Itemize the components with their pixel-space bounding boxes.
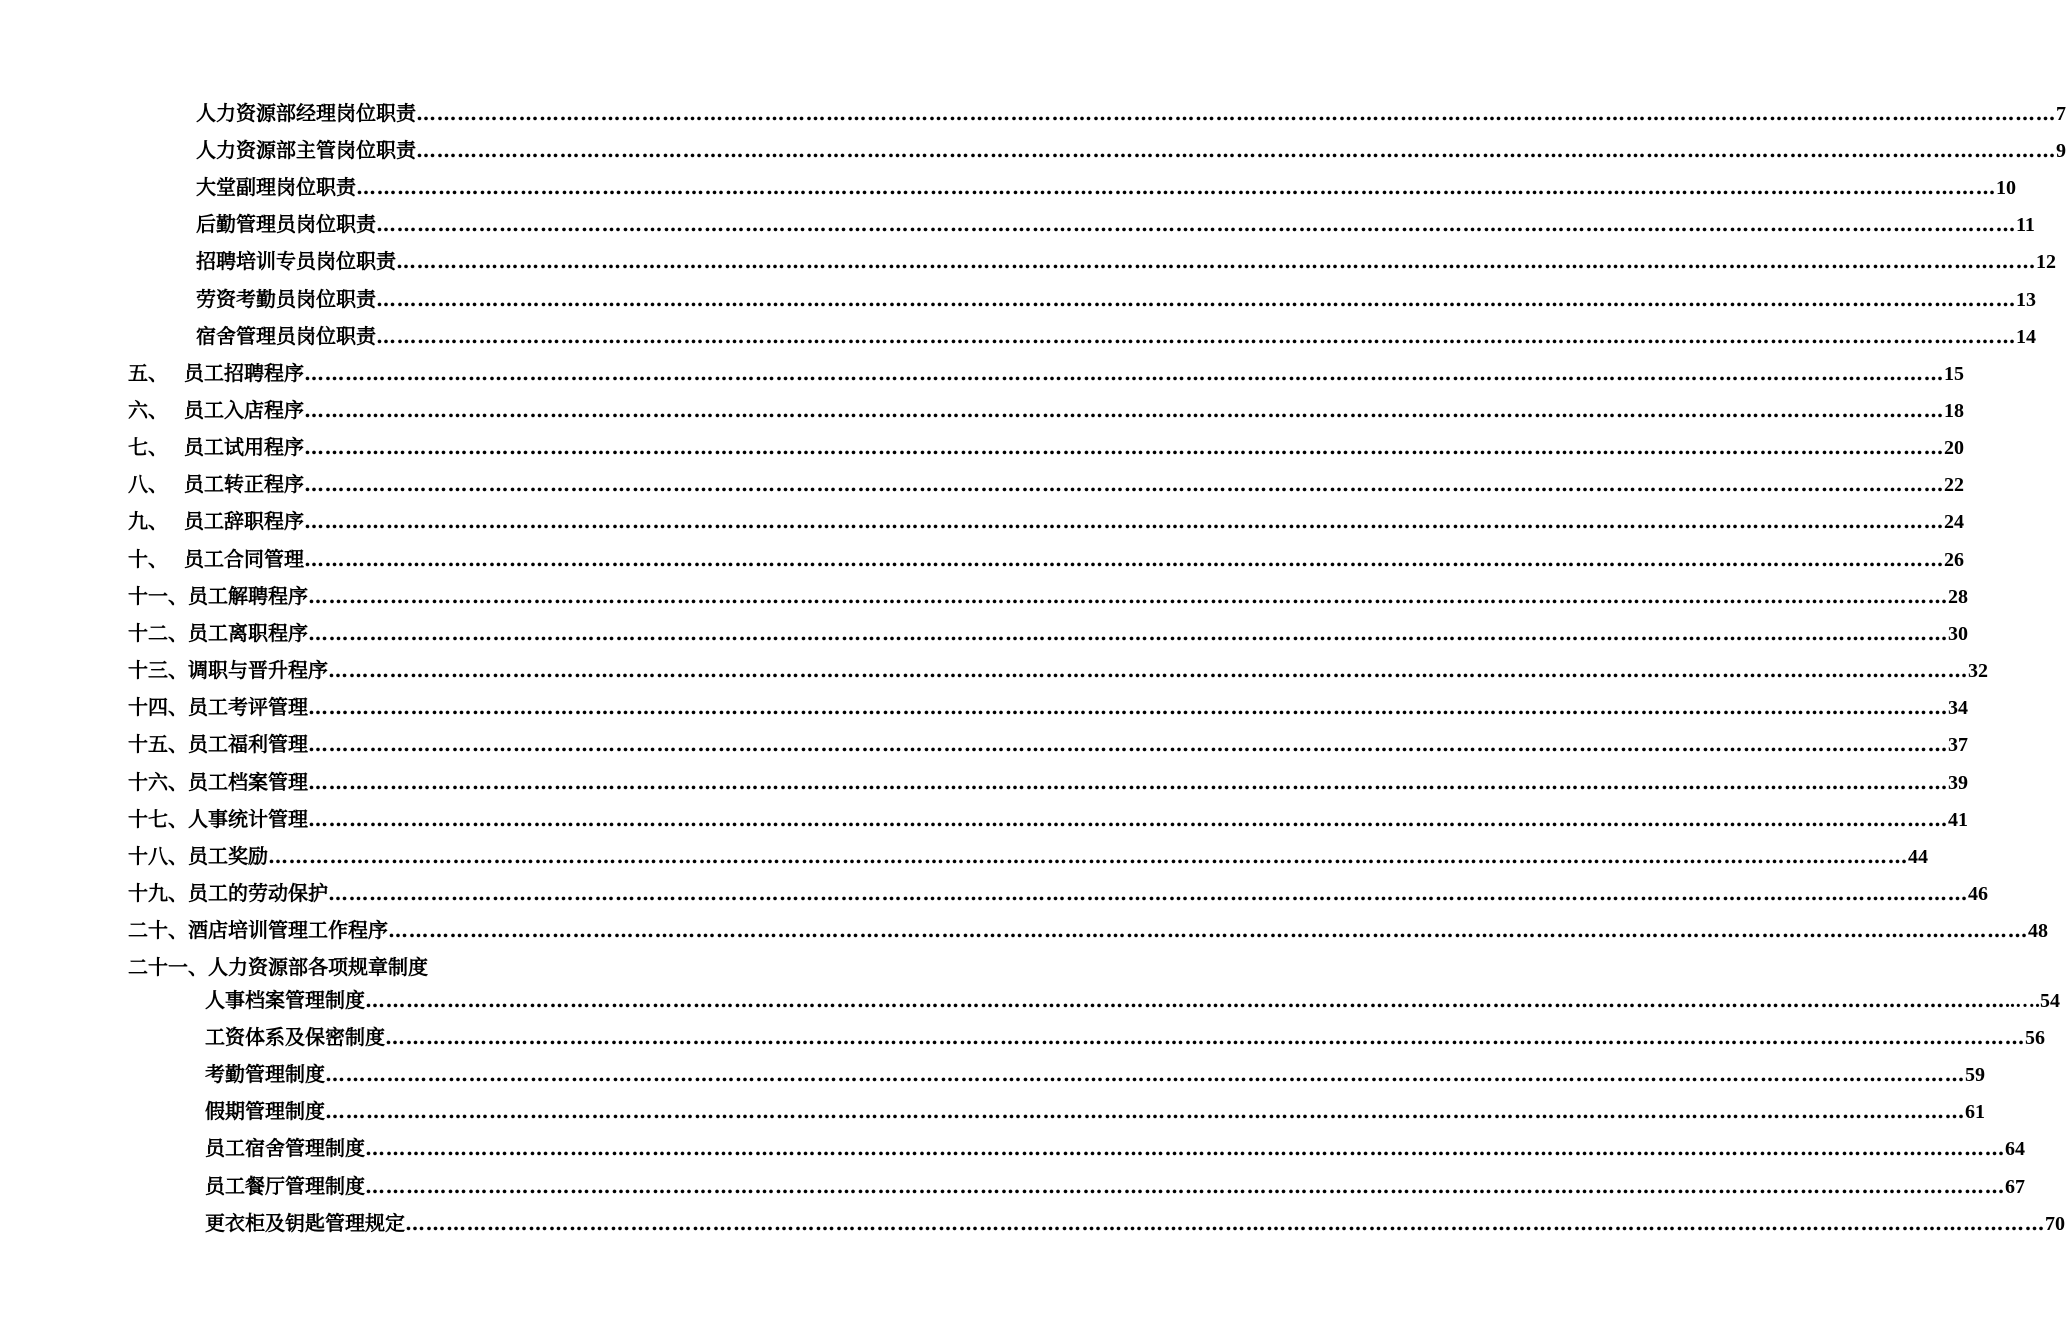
toc-dot-leader: …………………………………………………………………………………………………………………………………………………………………………………………………………………… (308, 621, 1948, 646)
toc-entry-title: 员工档案管理 (188, 769, 308, 794)
toc-dot-leader: …………………………………………………………………………………………………………………………………………………………………………………………………………………… (376, 323, 2016, 348)
toc-entry[interactable] (128, 877, 1988, 907)
toc-entry[interactable] (205, 1095, 1985, 1125)
toc-entry-page-number: 48 (2028, 919, 2048, 942)
toc-entry[interactable] (128, 914, 2048, 944)
toc-entry-page-number: 24 (1944, 511, 1964, 534)
toc-entry-title: 更衣柜及钥匙管理规定 (205, 1210, 405, 1235)
toc-entry-title: 考勤管理制度 (205, 1062, 325, 1087)
toc-entry[interactable] (205, 1132, 2025, 1162)
toc-dot-leader: …………………………………………………………………………………………………………………………………………………………………………………………………………………… (328, 658, 1968, 683)
toc-dot-leader: …………………………………………………………………………………………………………………………………………………………………………………………………………………… (405, 1210, 2045, 1235)
toc-entry-page-number: 41 (1948, 808, 1968, 831)
toc-entry-page-number: 15 (1944, 363, 1964, 385)
toc-entry-title: 员工辞职程序 (184, 509, 304, 534)
toc-entry-page-number: 46 (1968, 882, 1988, 905)
toc-entry-title: 人事档案管理制度 (205, 988, 365, 1012)
toc-entry-number: 十八、 (128, 843, 188, 868)
toc-entry-title: 劳资考勤员岗位职责 (196, 286, 376, 311)
toc-entry[interactable] (196, 320, 2036, 350)
toc-entry[interactable] (128, 654, 1988, 684)
toc-entry-title: 员工招聘程序 (184, 361, 304, 385)
toc-entry-title: 员工合同管理 (184, 546, 304, 571)
toc-entry-title: 宿舍管理员岗位职责 (196, 323, 376, 348)
toc-entry-number: 八、 (128, 472, 168, 497)
toc-entry-page-number: 59 (1965, 1064, 1985, 1087)
toc-entry[interactable] (128, 840, 1928, 870)
toc-entry-title: 员工考评管理 (188, 695, 308, 720)
toc-entry-number: 七、 (128, 435, 168, 460)
toc-dot-leader: …………………………………………………………………………………………………………………………………………………………………………………………………………………… (308, 584, 1948, 608)
toc-entry-page-number: 12 (2036, 251, 2056, 274)
toc-entry-page-number: 54 (2040, 990, 2060, 1012)
toc-entry-title: 工资体系及保密制度 (205, 1025, 385, 1050)
toc-entry[interactable] (128, 728, 1968, 758)
toc-entry[interactable] (128, 766, 1968, 796)
toc-entry[interactable] (205, 1170, 2025, 1200)
toc-entry[interactable] (196, 171, 2016, 201)
toc-dot-leader: …………………………………………………………………………………………………………………………………………………………………………………………………………………… (365, 988, 2005, 1012)
toc-entry-number: 十六、 (128, 769, 188, 794)
toc-dot-leader: …………………………………………………………………………………………………………………………………………………………………………………………………………………… (308, 769, 1948, 794)
toc-entry-number: 十、 (128, 546, 168, 571)
toc-entry-page-number: 20 (1944, 437, 1964, 460)
toc-entry[interactable] (196, 208, 2035, 238)
toc-dot-leader: …………………………………………………………………………………………………………………………………………………………………………………………………………………… (416, 101, 2056, 125)
toc-dot-leader: …………………………………………………………………………………………………………………………………………………………………………………………………………………… (304, 546, 1944, 571)
toc-dot-leader: …………………………………………………………………………………………………………………………………………………………………………………………………………………… (325, 1099, 1965, 1124)
toc-entry-number: 二十一、 (128, 955, 208, 979)
toc-entry[interactable] (128, 431, 1964, 461)
toc-dot-leader-tail: ..…. (2005, 990, 2040, 1012)
toc-dot-leader: …………………………………………………………………………………………………………………………………………………………………………………………………………………… (385, 1025, 2025, 1050)
toc-entry-page-number: 37 (1948, 734, 1968, 757)
toc-dot-leader: …………………………………………………………………………………………………………………………………………………………………………………………………………………… (376, 286, 2016, 311)
toc-dot-leader: …………………………………………………………………………………………………………………………………………………………………………………………………………………… (304, 435, 1944, 460)
toc-entry-title: 员工奖励 (188, 843, 268, 868)
toc-entry-page-number: 34 (1948, 697, 1968, 720)
toc-entry-page-number: 39 (1948, 771, 1968, 794)
toc-entry-title: 员工入店程序 (184, 398, 304, 423)
toc-dot-leader: …………………………………………………………………………………………………………………………………………………………………………………………………………………… (356, 175, 1996, 200)
toc-entry-page-number: 22 (1944, 474, 1964, 497)
toc-dot-leader: …………………………………………………………………………………………………………………………………………………………………………………………………………………… (308, 695, 1948, 720)
toc-entry-title: 人力资源部各项规章制度 (208, 955, 428, 979)
toc-entry-page-number: 26 (1944, 548, 1964, 571)
toc-entry-number: 五、 (128, 361, 168, 385)
toc-dot-leader: …………………………………………………………………………………………………………………………………………………………………………………………………………………… (304, 361, 1944, 385)
toc-entry[interactable] (128, 394, 1964, 424)
toc-entry-title: 大堂副理岗位职责 (196, 175, 356, 200)
toc-dot-leader: …………………………………………………………………………………………………………………………………………………………………………………………………………………… (308, 806, 1948, 831)
toc-entry-title: 假期管理制度 (205, 1099, 325, 1124)
toc-entry-page-number: 7 (2056, 103, 2066, 125)
toc-entry-number: 十四、 (128, 695, 188, 720)
toc-entry[interactable] (196, 97, 2066, 127)
toc-entry[interactable] (128, 803, 1968, 833)
toc-dot-leader: …………………………………………………………………………………………………………………………………………………………………………………………………………………… (308, 732, 1948, 757)
toc-entry-number: 十七、 (128, 806, 188, 831)
toc-entry-number: 十一、 (128, 584, 188, 608)
toc-dot-leader: …………………………………………………………………………………………………………………………………………………………………………………………………………………… (304, 509, 1944, 534)
toc-entry-number: 十三、 (128, 658, 188, 683)
toc-entry[interactable] (128, 357, 1964, 387)
toc-entry[interactable] (128, 580, 1968, 610)
toc-entry-title: 后勤管理员岗位职责 (196, 212, 376, 237)
toc-entry-page-number: 56 (2025, 1027, 2045, 1050)
toc-entry-title: 员工福利管理 (188, 732, 308, 757)
toc-entry[interactable] (205, 1021, 2045, 1051)
toc-entry-page-number: 10 (1996, 177, 2016, 200)
toc-entry-number: 六、 (128, 398, 168, 423)
toc-entry-title: 员工离职程序 (188, 621, 308, 646)
toc-entry[interactable] (196, 134, 2066, 164)
toc-entry-page-number: 11 (2016, 214, 2035, 237)
toc-entry[interactable] (196, 245, 2056, 275)
toc-entry-title: 员工宿舍管理制度 (205, 1136, 365, 1161)
toc-entry-page-number: 28 (1948, 586, 1968, 608)
toc-dot-leader: …………………………………………………………………………………………………………………………………………………………………………………………………………………… (365, 1136, 2005, 1161)
toc-entry-title: 员工的劳动保护 (188, 880, 328, 905)
toc-entry[interactable] (128, 617, 1968, 647)
toc-entry-page-number: 61 (1965, 1101, 1985, 1124)
toc-entry-page-number: 64 (2005, 1138, 2025, 1161)
toc-entry[interactable] (205, 1058, 1985, 1088)
toc-dot-leader: …………………………………………………………………………………………………………………………………………………………………………………………………………………… (328, 880, 1968, 905)
toc-dot-leader: …………………………………………………………………………………………………………………………………………………………………………………………………………………… (325, 1062, 1965, 1087)
toc-entry-number: 十五、 (128, 732, 188, 757)
toc-entry-title: 员工试用程序 (184, 435, 304, 460)
toc-entry-title: 人事统计管理 (188, 806, 308, 831)
toc-entry[interactable] (128, 468, 1964, 498)
toc-dot-leader: …………………………………………………………………………………………………………………………………………………………………………………………………………………… (304, 398, 1944, 423)
toc-entry-number: 十九、 (128, 880, 188, 905)
toc-dot-leader: …………………………………………………………………………………………………………………………………………………………………………………………………………………… (416, 138, 2056, 163)
toc-entry-number: 十二、 (128, 621, 188, 646)
toc-entry[interactable] (128, 505, 1964, 535)
toc-entry-title: 调职与晋升程序 (188, 658, 328, 683)
toc-dot-leader: …………………………………………………………………………………………………………………………………………………………………………………………………………………… (268, 843, 1908, 868)
toc-entry-title: 招聘培训专员岗位职责 (196, 249, 396, 274)
toc-entry-page-number: 70 (2045, 1212, 2065, 1235)
toc-entry-title: 人力资源部经理岗位职责 (196, 101, 416, 125)
toc-dot-leader: …………………………………………………………………………………………………………………………………………………………………………………………………………………… (304, 472, 1944, 497)
toc-entry-title: 员工解聘程序 (188, 584, 308, 608)
toc-dot-leader: …………………………………………………………………………………………………………………………………………………………………………………………………………………… (388, 917, 2028, 942)
toc-entry-title: 人力资源部主管岗位职责 (196, 138, 416, 163)
toc-dot-leader: …………………………………………………………………………………………………………………………………………………………………………………………………………………… (365, 1173, 2005, 1198)
toc-entry-title: 员工转正程序 (184, 472, 304, 497)
toc-dot-leader: …………………………………………………………………………………………………………………………………………………………………………………………………………………… (396, 249, 2036, 274)
toc-entry[interactable] (205, 1207, 2065, 1237)
toc-entry[interactable] (196, 283, 2036, 313)
toc-dot-leader: …………………………………………………………………………………………………………………………………………………………………………………………………………………… (376, 212, 2016, 237)
toc-entry-page-number: 30 (1948, 623, 1968, 646)
toc-entry-number: 二十、 (128, 917, 188, 942)
toc-entry[interactable] (128, 691, 1968, 721)
toc-entry-page-number: 18 (1944, 400, 1964, 423)
toc-entry-page-number: 44 (1908, 845, 1928, 868)
toc-section-heading[interactable] (128, 951, 428, 981)
toc-entry-title: 员工餐厅管理制度 (205, 1173, 365, 1198)
toc-entry-page-number: 9 (2056, 140, 2066, 163)
toc-entry[interactable] (205, 984, 2060, 1014)
toc-entry-page-number: 13 (2016, 288, 2036, 311)
toc-entry-number: 九、 (128, 509, 168, 534)
toc-entry[interactable] (128, 543, 1964, 573)
toc-entry-page-number: 14 (2016, 325, 2036, 348)
toc-entry-page-number: 67 (2005, 1175, 2025, 1198)
toc-entry-title: 酒店培训管理工作程序 (188, 917, 388, 942)
toc-entry-page-number: 32 (1968, 660, 1988, 683)
